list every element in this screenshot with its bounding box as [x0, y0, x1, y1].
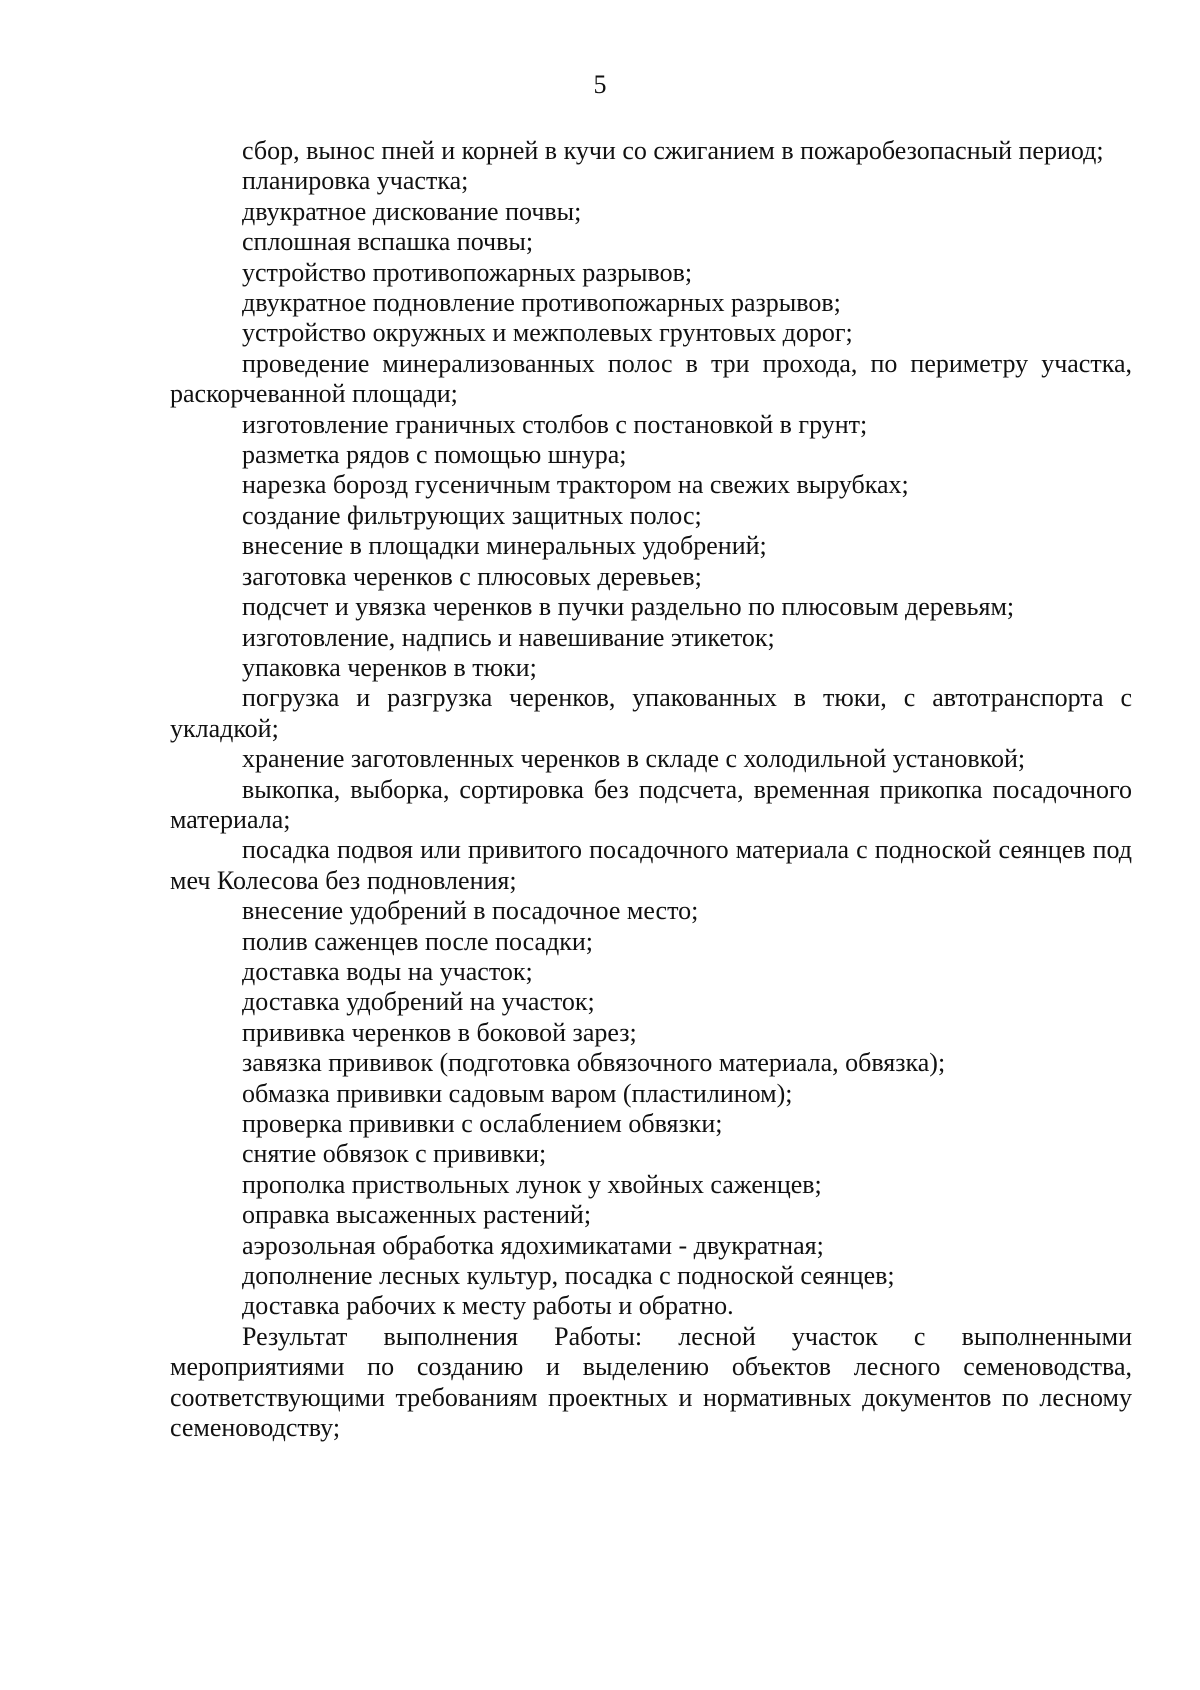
paragraph: Результат выполнения Работы: лесной участок с выполненными мероприятиями по созданию и выделению объектов лесного семеноводства, соответствующими требованиям проектных и нормативных документов по лесному семеноводству;	[170, 1321, 1132, 1443]
paragraph: устройство противопожарных разрывов;	[242, 257, 693, 287]
paragraph: прививка черенков в боковой зарез;	[242, 1017, 637, 1047]
paragraph: подсчет и увязка черенков в пучки раздельно по плюсовым деревьям;	[242, 592, 1015, 622]
paragraph: проведение минерализованных полос в три прохода, по периметру участка, раскорчеванной площади;	[170, 348, 1132, 409]
paragraph: сбор, вынос пней и корней в кучи со сжиганием в пожаробезопасный период;	[242, 136, 1104, 165]
paragraph: создание фильтрующих защитных полос;	[242, 500, 702, 530]
paragraph: проверка прививки с ослаблением обвязки;	[242, 1109, 723, 1138]
document-body	[170, 136, 1132, 1443]
paragraph: внесение удобрений в посадочное место;	[242, 896, 699, 926]
paragraph: упаковка черенков в тюки;	[242, 652, 537, 682]
paragraph: аэрозольная обработка ядохимикатами - двукратная;	[242, 1230, 824, 1260]
paragraph: внесение в площадки минеральных удобрений;	[242, 531, 767, 561]
paragraph: доставка удобрений на участок;	[242, 987, 595, 1017]
page-number: 5	[593, 70, 607, 99]
paragraph: погрузка и разгрузка черенков, упакованных в тюки, с автотранспорта с укладкой;	[170, 683, 1132, 743]
paragraph: доставка рабочих к месту работы и обратно.	[242, 1291, 734, 1321]
paragraph: выкопка, выборка, сортировка без подсчета, временная прикопка посадочного материала;	[170, 774, 1132, 834]
paragraph: дополнение лесных культур, посадка с подноской сеянцев;	[242, 1261, 895, 1291]
paragraph: полив саженцев после посадки;	[242, 926, 594, 956]
paragraph: прополка приствольных лунок у хвойных саженцев;	[242, 1169, 822, 1199]
paragraph: снятие обвязок с прививки;	[242, 1139, 547, 1169]
paragraph: устройство окружных и межполевых грунтовых дорог;	[242, 318, 853, 348]
paragraph: завязка прививок (подготовка обвязочного материала, обвязка);	[242, 1048, 946, 1078]
paragraph: разметка рядов с помощью шнура;	[242, 440, 627, 470]
paragraph: планировка участка;	[242, 166, 469, 196]
paragraph: двукратное подновление противопожарных разрывов;	[242, 288, 841, 318]
paragraph: изготовление, надпись и навешивание этикеток;	[242, 622, 775, 652]
paragraph: оправка высаженных растений;	[242, 1200, 592, 1230]
paragraph: сплошная вспашка почвы;	[242, 227, 534, 257]
paragraph: доставка воды на участок;	[242, 956, 533, 986]
paragraph: изготовление граничных столбов с постановкой в грунт;	[242, 409, 868, 439]
paragraph: заготовка черенков с плюсовых деревьев;	[242, 561, 702, 591]
paragraph: двукратное дискование почвы;	[242, 196, 582, 226]
paragraph: хранение заготовленных черенков в складе с холодильной установкой;	[242, 744, 1026, 774]
paragraph: обмазка прививки садовым варом (пластилином);	[242, 1078, 793, 1108]
paragraph: нарезка борозд гусеничным трактором на свежих вырубках;	[242, 470, 909, 500]
paragraph: посадка подвоя или привитого посадочного материала с подноской сеянцев под меч Колесова без подновления;	[170, 835, 1132, 895]
